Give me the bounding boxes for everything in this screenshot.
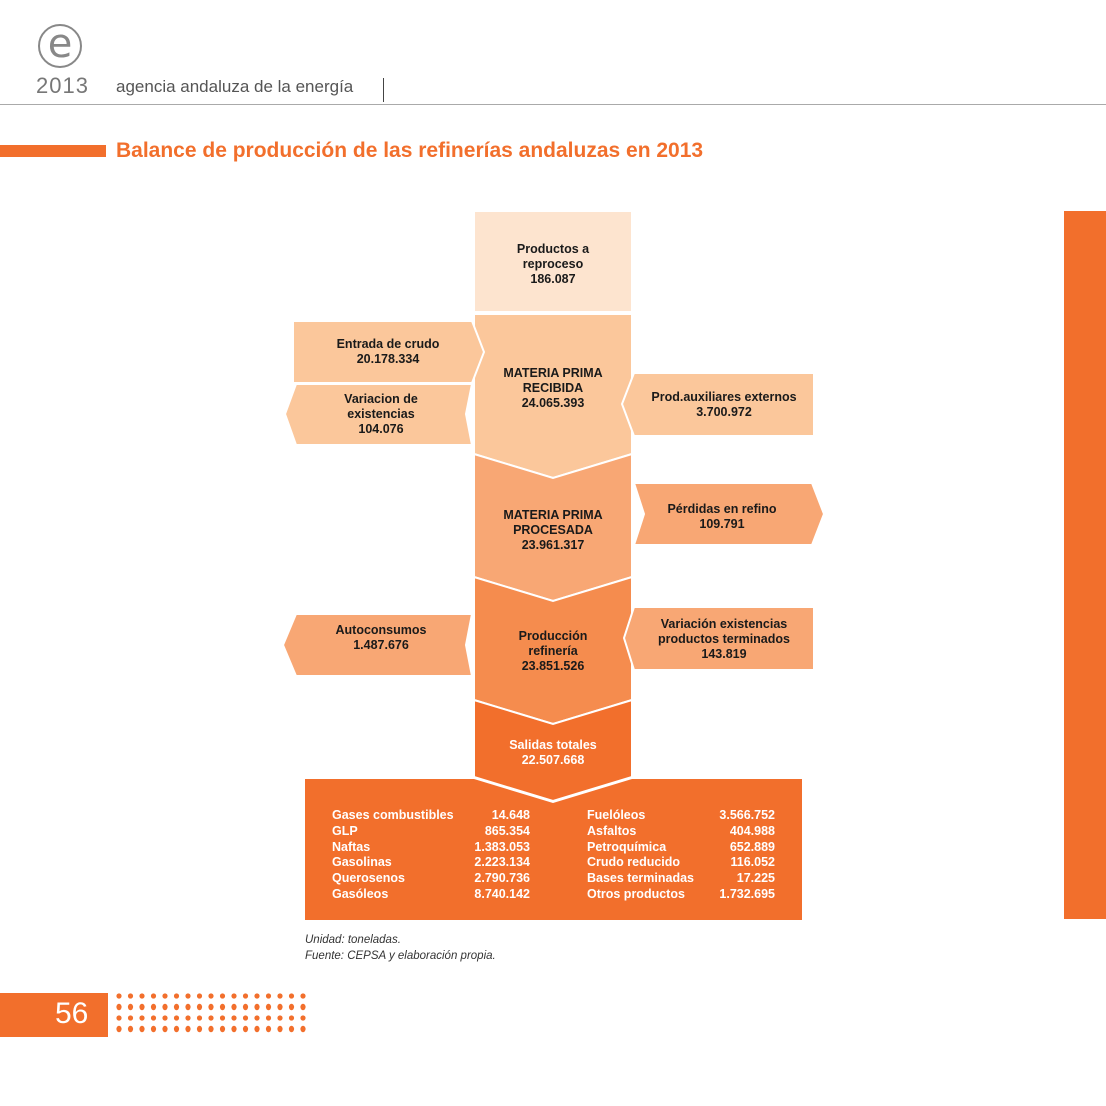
dot	[277, 1015, 282, 1020]
label-entrada-crudo: Entrada de crudo 20.178.334	[336, 337, 440, 366]
dot	[231, 1004, 236, 1010]
dot	[243, 993, 248, 998]
dot	[266, 1026, 271, 1032]
output-row	[332, 887, 530, 903]
output-row	[587, 808, 775, 824]
output-name: Fuelóleos	[587, 808, 646, 822]
dot	[289, 1026, 294, 1032]
output-row	[587, 840, 775, 856]
notes	[305, 932, 496, 964]
dot	[197, 1004, 202, 1010]
label-variacion-terminados: Variación existencias productos terminados 143.819	[658, 617, 790, 661]
dot	[197, 1015, 202, 1020]
dot	[139, 1004, 144, 1010]
dot	[300, 1026, 305, 1032]
dot	[139, 993, 144, 998]
dot	[128, 993, 133, 998]
outputs-left-list	[332, 808, 530, 903]
output-value: 2.223.134	[474, 855, 530, 870]
outputs-right-list	[587, 808, 775, 903]
page-title: Balance de producción de las refinerías andaluzas en 2013	[116, 139, 704, 162]
output-row	[587, 824, 775, 840]
dot	[174, 1004, 179, 1010]
dot	[139, 1015, 144, 1020]
output-row	[332, 840, 530, 856]
dot	[151, 1015, 156, 1020]
dot	[162, 993, 167, 998]
dot	[266, 1015, 271, 1020]
output-value: 2.790.736	[474, 871, 530, 886]
unit-note: Unidad: toneladas.	[305, 934, 401, 946]
dot	[162, 1004, 167, 1010]
dot	[277, 993, 282, 998]
dot	[243, 1004, 248, 1010]
dot	[243, 1015, 248, 1020]
output-name: Naftas	[332, 839, 371, 854]
dot	[174, 993, 179, 998]
output-value: 8.740.142	[474, 886, 530, 901]
page-number-tab	[0, 993, 108, 1037]
output-value: 3.566.752	[719, 808, 775, 822]
dot	[128, 1015, 133, 1020]
output-row	[587, 871, 775, 887]
label-salidas: Salidas totales 22.507.668	[509, 738, 597, 767]
dot	[151, 993, 156, 998]
dot	[254, 1026, 259, 1032]
output-value: 17.225	[736, 871, 775, 886]
output-name: Gases combustibles	[332, 808, 454, 822]
dots-decoration-icon	[116, 992, 316, 1038]
label-variacion-existencias: Variacion de existencias 104.076	[344, 392, 418, 436]
output-value: 116.052	[730, 855, 775, 870]
dot	[220, 1026, 225, 1032]
dot	[197, 993, 202, 998]
dot	[231, 1015, 236, 1020]
output-row	[587, 887, 775, 903]
label-produccion: Producción refinería 23.851.526	[518, 629, 588, 673]
output-name: Querosenos	[332, 871, 405, 886]
source-note: Fuente: CEPSA y elaboración propia.	[305, 950, 496, 962]
output-row	[587, 855, 775, 871]
output-name: GLP	[332, 823, 358, 838]
dot	[277, 1026, 282, 1032]
dot	[185, 1004, 190, 1010]
label-autoconsumos: Autoconsumos 1.487.676	[335, 623, 427, 652]
output-name: Gasolinas	[332, 855, 392, 870]
output-row	[332, 824, 530, 840]
dot	[300, 1015, 305, 1020]
dot	[208, 1004, 213, 1010]
logo-e-icon: e	[38, 24, 82, 68]
dot	[185, 993, 190, 998]
dot	[128, 1004, 133, 1010]
dot	[220, 1004, 225, 1010]
dot	[197, 1026, 202, 1032]
label-materia-recibida: MATERIA PRIMA RECIBIDA 24.065.393	[503, 366, 603, 410]
output-name: Petroquímica	[587, 839, 667, 854]
output-value: 14.648	[491, 808, 530, 822]
dot	[116, 1004, 121, 1010]
output-value: 865.354	[484, 823, 530, 838]
dot	[231, 1026, 236, 1032]
page-number: 56	[55, 997, 89, 1030]
dot	[231, 993, 236, 998]
output-row	[332, 871, 530, 887]
label-prod-auxiliares: Prod.auxiliares externos 3.700.972	[651, 390, 797, 419]
dot	[116, 1015, 121, 1020]
dot	[208, 1026, 213, 1032]
dot	[254, 1004, 259, 1010]
output-row	[332, 855, 530, 871]
output-name: Gasóleos	[332, 886, 389, 901]
dot	[162, 1015, 167, 1020]
dot	[174, 1015, 179, 1020]
dot	[174, 1026, 179, 1032]
label-materia-procesada: MATERIA PRIMA PROCESADA 23.961.317	[503, 508, 603, 552]
output-value: 404.988	[729, 823, 775, 838]
output-name: Crudo reducido	[587, 855, 681, 870]
dot	[208, 993, 213, 998]
logo-year: 2013	[36, 73, 89, 98]
output-value: 652.889	[729, 839, 775, 854]
dot	[185, 1015, 190, 1020]
dot	[277, 1004, 282, 1010]
agency-name: agencia andaluza de la energía	[116, 77, 354, 96]
output-name: Otros productos	[587, 886, 685, 901]
dot	[116, 993, 121, 998]
dot	[220, 1015, 225, 1020]
output-value: 1.383.053	[474, 839, 530, 854]
output-name: Asfaltos	[587, 823, 637, 838]
dot	[266, 1004, 271, 1010]
dot	[116, 1026, 121, 1032]
output-name: Bases terminadas	[587, 871, 695, 886]
dot	[266, 993, 271, 998]
label-reproceso: Productos a reproceso 186.087	[516, 242, 590, 286]
output-value: 1.732.695	[719, 886, 775, 901]
dot	[254, 993, 259, 998]
dot	[185, 1026, 190, 1032]
dot	[208, 1015, 213, 1020]
dot	[151, 1026, 156, 1032]
dot	[289, 993, 294, 998]
dot	[139, 1026, 144, 1032]
dot	[243, 1026, 248, 1032]
dot	[289, 1004, 294, 1010]
dot	[220, 993, 225, 998]
dot	[162, 1026, 167, 1032]
dot	[300, 993, 305, 998]
dot	[289, 1015, 294, 1020]
dot	[151, 1004, 156, 1010]
dot	[128, 1026, 133, 1032]
output-row	[332, 808, 530, 824]
dot	[254, 1015, 259, 1020]
dot	[300, 1004, 305, 1010]
label-perdidas: Pérdidas en refino 109.791	[667, 502, 777, 531]
